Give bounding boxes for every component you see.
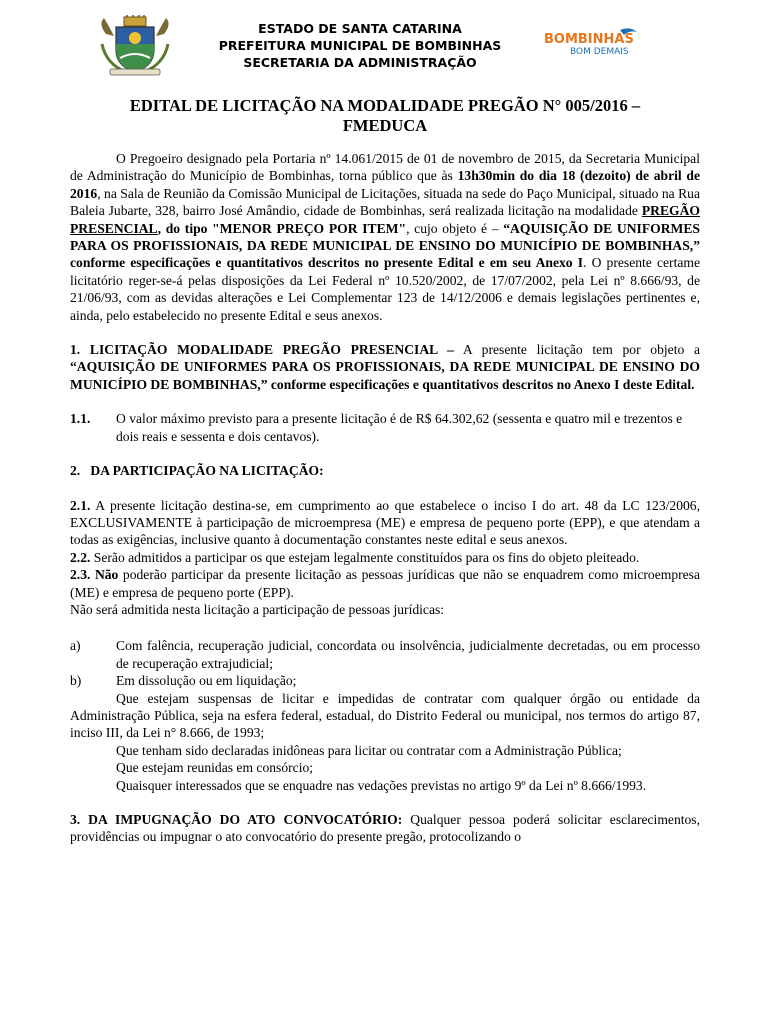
section-1-1: 1.1. O valor máximo previsto para a presente licitação é de R$ 64.302,62 (sessenta e quatro mil e trezentos e dois reais e sessenta e dois centavos). bbox=[70, 411, 683, 444]
title-line-2: FMEDUCA bbox=[342, 116, 428, 135]
brand-main-text: BOMBINHAS bbox=[544, 32, 634, 47]
list-item-c: Que estejam suspensas de licitar e impedidas de contratar com qualquer órgão ou entidade da Administração Pública, seja na esfera federal, estadual, do Distrito Federal ou municipal, nos termos do artigo 87, inciso III, da Lei n° 8.666, de 1993; bbox=[70, 690, 700, 741]
section-2-heading: 2. DA PARTICIPAÇÃO NA LICITAÇÃO: bbox=[70, 463, 324, 479]
list-item-e: Que estejam reunidas em consórcio; bbox=[116, 760, 314, 776]
title-line-1: EDITAL DE LICITAÇÃO NA MODALIDADE PREGÃO N° 005/2016 – bbox=[129, 96, 641, 115]
header-line-state: ESTADO DE SANTA CATARINA bbox=[258, 21, 462, 36]
section-2-3: 2.3. Não poderão participar da presente licitação as pessoas jurídicas que não se enquadrem como microempresa (ME) e empresa de pequeno porte (EPP). bbox=[70, 567, 700, 600]
page-title bbox=[70, 96, 700, 136]
list-item-f: Quaisquer interessados que se enquadre nas vedações previstas no artigo 9º da Lei nº 8.666/1993. bbox=[116, 777, 647, 793]
bombinhas-logo bbox=[542, 26, 642, 58]
section-3-paragraph: 3. DA IMPUGNAÇÃO DO ATO CONVOCATÓRIO: Qualquer pessoa poderá solicitar esclarecimentos, providências ou impugnar o ato convocatório do presente pregão, protocolizando o bbox=[70, 812, 700, 845]
list-item-d: Que tenham sido declaradas inidôneas para licitar ou contratar com a Administração Pública; bbox=[116, 742, 622, 758]
list-item-b: b) Em dissolução ou em liquidação; bbox=[70, 673, 297, 689]
municipal-crest-icon bbox=[96, 14, 174, 76]
intro-paragraph: O Pregoeiro designado pela Portaria nº 14.061/2015 de 01 de novembro de 2015, da Secretaria Municipal de Administração do Município de Bombinhas, torna público que às 13h30min do dia 18 (dezoito) de abril de 2016, na Sala de Reunião da Comissão Municipal de Licitações, situada na sede do Paço Municipal, situado na Rua Baleia Jubarte, 328, bairro José Amândio, cidade de Bombinhas, será realizada licitação na modalidade PREGÃO PRESENCIAL, do tipo "MENOR PREÇO POR ITEM", cujo objeto é – “AQUISIÇÃO DE UNIFORMES PARA OS PROFISSIONAIS, DA REDE MUNICIPAL DE ENSINO DO MUNICÍPIO DE BOMBINHAS,” conforme especificações e quantitativos descritos no presente Edital e em seu Anexo I. O presente certame licitatório reger-se-á pelas disposições da Lei Federal nº 10.520/2002, de 17/07/2002, pela Lei nº 8.666/93, de 21/06/93, com as devidas alterações e Lei Complementar 123 de 14/12/2006 e demais legislações pertinentes e, ainda, pelo estabelecido no presente Edital e seus anexos. bbox=[70, 151, 700, 323]
document-body bbox=[70, 150, 700, 846]
header-line-secretaria: SECRETARIA DA ADMINISTRAÇÃO bbox=[243, 55, 477, 70]
section-2-1: 2.1. A presente licitação destina-se, em cumprimento ao que estabelece o inciso I do art. 48 da LC 123/2006, EXCLUSIVAMENTE à participação de microempresa (ME) e empresa de pequeno porte (EPP), e que atendam a todas as exigências, inclusive quanto à documentação constantes neste edital e seus anexos. bbox=[70, 497, 700, 548]
header-block bbox=[180, 20, 540, 71]
section-2-2: 2.2. Serão admitidos a participar os que estejam legalmente constituídos para os fins do objeto pleiteado. bbox=[70, 549, 640, 565]
section-1-paragraph: 1. LICITAÇÃO MODALIDADE PREGÃO PRESENCIAL – A presente licitação tem por objeto a “AQUISIÇÃO DE UNIFORMES PARA OS PROFISSIONAIS, DA REDE MUNICIPAL DE ENSINO DO MUNICÍPIO DE BOMBINHAS,” conforme especificações e quantitativos descritos no Anexo I deste Edital. bbox=[70, 342, 701, 392]
list-item-a: a) Com falência, recuperação judicial, concordata ou insolvência, judicialmente decretadas, ou em processo de recuperação extrajudicial; bbox=[70, 638, 700, 671]
section-2-4: Não será admitida nesta licitação a participação de pessoas jurídicas: bbox=[70, 601, 445, 617]
header-line-prefeitura: PREFEITURA MUNICIPAL DE BOMBINHAS bbox=[218, 38, 502, 53]
brand-sub-text: BOM DEMAIS bbox=[570, 47, 629, 57]
